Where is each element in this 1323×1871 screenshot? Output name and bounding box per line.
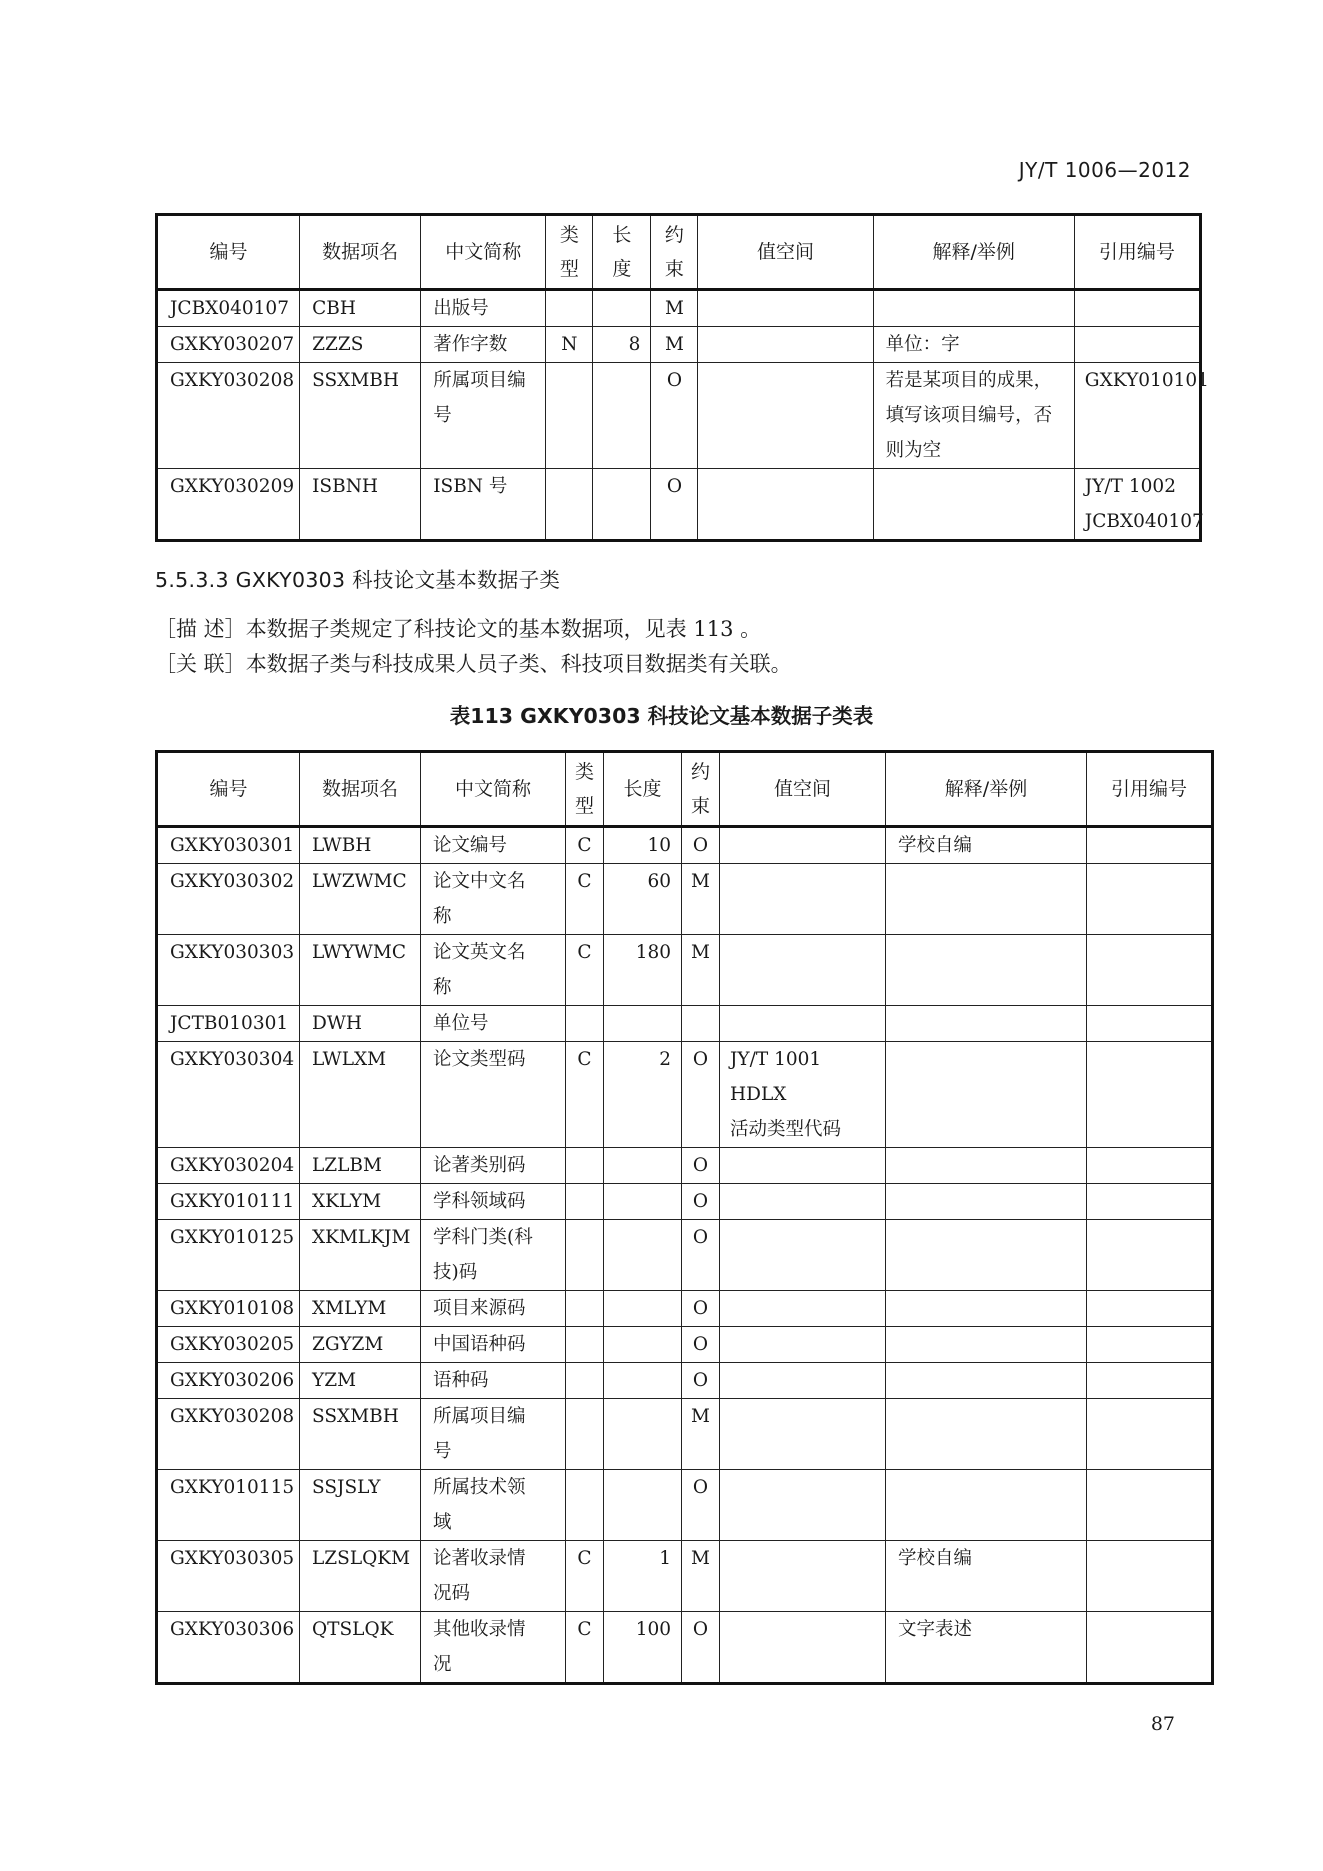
table-row — [157, 1042, 1213, 1148]
type-cell — [546, 290, 593, 327]
item-name-cell: LWBH — [300, 827, 421, 864]
value-space-cell — [720, 1541, 886, 1612]
value-space-cell — [698, 469, 873, 541]
item-name-cell: LWZWMC — [300, 864, 421, 935]
explanation-cell — [886, 1470, 1087, 1541]
chinese-name-cell: 论著类别码 — [421, 1148, 566, 1184]
length-cell — [604, 1363, 682, 1399]
table-row — [157, 1291, 1213, 1327]
code-cell: GXKY030208 — [157, 1399, 300, 1470]
code-cell: GXKY030204 — [157, 1148, 300, 1184]
table-1-header-type: 类 型 — [546, 215, 593, 290]
chinese-name-cell: 论文中文名 称 — [421, 864, 566, 935]
reference-cell — [1087, 827, 1213, 864]
relation-label: ［关 联］ — [155, 652, 246, 676]
table-row — [157, 1148, 1213, 1184]
item-name-cell: XKLYM — [300, 1184, 421, 1220]
table-row — [157, 1470, 1213, 1541]
table-2-header-value-space: 值空间 — [720, 752, 886, 827]
explanation-cell — [886, 1042, 1087, 1148]
chinese-name-cell: 论文英文名 称 — [421, 935, 566, 1006]
code-cell: GXKY030206 — [157, 1363, 300, 1399]
constraint-cell: M — [651, 290, 698, 327]
reference-cell — [1087, 1470, 1213, 1541]
value-space-cell — [720, 1363, 886, 1399]
value-space-cell — [698, 363, 873, 469]
item-name-cell: CBH — [300, 290, 421, 327]
table-row — [157, 1612, 1213, 1684]
table-2-body — [157, 827, 1213, 1684]
chinese-name-cell: 所属项目编 号 — [421, 1399, 566, 1470]
reference-cell — [1087, 1006, 1213, 1042]
table-row — [157, 1327, 1213, 1363]
description-paragraph — [155, 613, 761, 643]
reference-cell — [1087, 1399, 1213, 1470]
table-row — [157, 935, 1213, 1006]
code-cell: GXKY030306 — [157, 1612, 300, 1684]
item-name-cell: SSXMBH — [300, 363, 421, 469]
relation-paragraph — [155, 648, 792, 678]
value-space-cell — [720, 864, 886, 935]
table-2-header-row — [157, 752, 1213, 827]
code-cell: GXKY030302 — [157, 864, 300, 935]
value-space-cell — [720, 1470, 886, 1541]
value-space-cell — [720, 1327, 886, 1363]
table-1-header-constraint: 约 束 — [651, 215, 698, 290]
item-name-cell: LZLBM — [300, 1148, 421, 1184]
chinese-name-cell: 论文编号 — [421, 827, 566, 864]
table-1-header-row — [157, 215, 1201, 290]
type-cell: C — [566, 1541, 604, 1612]
table-row — [157, 1363, 1213, 1399]
relation-text: 本数据子类与科技成果人员子类、科技项目数据类有关联。 — [245, 652, 792, 676]
reference-cell — [1087, 1327, 1213, 1363]
value-space-cell — [698, 327, 873, 363]
constraint-cell: O — [682, 1470, 720, 1541]
item-name-cell: QTSLQK — [300, 1612, 421, 1684]
item-name-cell: SSJSLY — [300, 1470, 421, 1541]
data-table-1 — [155, 213, 1209, 542]
chinese-name-cell: 学科门类(科 技)码 — [421, 1220, 566, 1291]
explanation-cell: 若是某项目的成果， 填写该项目编号，否 则为空 — [873, 363, 1074, 469]
item-name-cell: LWLXM — [300, 1042, 421, 1148]
table-1-header-code: 编号 — [157, 215, 300, 290]
reference-cell — [1087, 1184, 1213, 1220]
code-cell: GXKY030301 — [157, 827, 300, 864]
code-cell: JCBX040107 — [157, 290, 300, 327]
explanation-cell — [886, 1220, 1087, 1291]
reference-cell — [1074, 327, 1200, 363]
chinese-name-cell: 论文类型码 — [421, 1042, 566, 1148]
chinese-name-cell: 论著收录情 况码 — [421, 1541, 566, 1612]
constraint-cell: O — [682, 1612, 720, 1684]
type-cell — [566, 1184, 604, 1220]
reference-cell — [1087, 935, 1213, 1006]
table-2-header-item-name: 数据项名 — [300, 752, 421, 827]
code-cell: GXKY030208 — [157, 363, 300, 469]
code-cell: GXKY010108 — [157, 1291, 300, 1327]
type-cell — [566, 1399, 604, 1470]
chinese-name-cell: 单位号 — [421, 1006, 566, 1042]
table-row — [157, 469, 1201, 541]
type-cell — [566, 1220, 604, 1291]
table-row — [157, 1399, 1213, 1470]
length-cell: 1 — [604, 1541, 682, 1612]
value-space-cell — [720, 1291, 886, 1327]
reference-cell: JY/T 1002 JCBX040107 — [1074, 469, 1200, 541]
explanation-cell — [886, 1363, 1087, 1399]
table-row — [157, 1184, 1213, 1220]
item-name-cell: LZSLQKM — [300, 1541, 421, 1612]
description-label: ［描 述］ — [155, 617, 246, 641]
table-1-header-chinese-name: 中文简称 — [421, 215, 546, 290]
explanation-cell — [873, 290, 1074, 327]
value-space-cell — [720, 827, 886, 864]
constraint-cell: O — [682, 1184, 720, 1220]
table-1-header-item-name: 数据项名 — [300, 215, 421, 290]
item-name-cell: DWH — [300, 1006, 421, 1042]
explanation-cell: 文字表述 — [886, 1612, 1087, 1684]
description-text: 本数据子类规定了科技论文的基本数据项，见表 113 。 — [245, 617, 762, 641]
constraint-cell: O — [682, 1291, 720, 1327]
table-row — [157, 827, 1213, 864]
table-row — [157, 1220, 1213, 1291]
code-cell: GXKY030304 — [157, 1042, 300, 1148]
type-cell — [566, 1291, 604, 1327]
type-cell — [566, 1148, 604, 1184]
constraint-cell: O — [651, 363, 698, 469]
length-cell — [593, 363, 651, 469]
code-cell: GXKY030305 — [157, 1541, 300, 1612]
constraint-cell: M — [682, 935, 720, 1006]
constraint-cell: M — [682, 1399, 720, 1470]
chinese-name-cell: 所属技术领 域 — [421, 1470, 566, 1541]
section-heading: 5.5.3.3 GXKY0303 科技论文基本数据子类 — [155, 568, 561, 592]
length-cell: 180 — [604, 935, 682, 1006]
explanation-cell: 学校自编 — [886, 827, 1087, 864]
code-cell: GXKY030303 — [157, 935, 300, 1006]
explanation-cell — [886, 935, 1087, 1006]
reference-cell — [1087, 864, 1213, 935]
table-2-header-length: 长度 — [604, 752, 682, 827]
table-1-body — [157, 290, 1209, 541]
item-name-cell: YZM — [300, 1363, 421, 1399]
explanation-cell — [886, 1006, 1087, 1042]
constraint-cell: M — [682, 864, 720, 935]
chinese-name-cell: ISBN 号 — [421, 469, 546, 541]
value-space-cell — [720, 1006, 886, 1042]
table-1-header-length: 长 度 — [593, 215, 651, 290]
type-cell — [566, 1327, 604, 1363]
length-cell: 8 — [593, 327, 651, 363]
item-name-cell: ZZZS — [300, 327, 421, 363]
code-cell: JCTB010301 — [157, 1006, 300, 1042]
chinese-name-cell: 语种码 — [421, 1363, 566, 1399]
chinese-name-cell: 出版号 — [421, 290, 546, 327]
length-cell: 60 — [604, 864, 682, 935]
table-row — [157, 363, 1201, 469]
table-1-header-explanation: 解释/举例 — [873, 215, 1074, 290]
page-number: 87 — [1150, 1713, 1175, 1735]
table-1-header-value-space: 值空间 — [698, 215, 873, 290]
value-space-cell — [720, 1399, 886, 1470]
length-cell: 2 — [604, 1042, 682, 1148]
item-name-cell: XMLYM — [300, 1291, 421, 1327]
explanation-cell: 学校自编 — [886, 1541, 1087, 1612]
standard-code: JY/T 1006—2012 — [1018, 158, 1191, 182]
length-cell — [604, 1148, 682, 1184]
reference-cell — [1087, 1363, 1213, 1399]
type-cell — [546, 363, 593, 469]
code-cell: GXKY030205 — [157, 1327, 300, 1363]
chinese-name-cell: 中国语种码 — [421, 1327, 566, 1363]
table-2-header-constraint: 约 束 — [682, 752, 720, 827]
value-space-cell — [720, 1184, 886, 1220]
type-cell: C — [566, 827, 604, 864]
length-cell — [604, 1327, 682, 1363]
length-cell — [593, 469, 651, 541]
reference-cell: GXKY010101 — [1074, 363, 1200, 469]
length-cell: 10 — [604, 827, 682, 864]
item-name-cell: ISBNH — [300, 469, 421, 541]
chinese-name-cell: 其他收录情 况 — [421, 1612, 566, 1684]
value-space-cell — [698, 290, 873, 327]
constraint-cell: O — [682, 827, 720, 864]
type-cell — [566, 1006, 604, 1042]
value-space-cell — [720, 1220, 886, 1291]
chinese-name-cell: 项目来源码 — [421, 1291, 566, 1327]
reference-cell — [1087, 1148, 1213, 1184]
length-cell — [593, 290, 651, 327]
reference-cell — [1087, 1291, 1213, 1327]
explanation-cell — [886, 1184, 1087, 1220]
value-space-cell — [720, 1612, 886, 1684]
type-cell: N — [546, 327, 593, 363]
explanation-cell — [873, 469, 1074, 541]
constraint-cell: O — [682, 1327, 720, 1363]
table-row — [157, 327, 1201, 363]
table-2-header-code: 编号 — [157, 752, 300, 827]
code-cell: GXKY010111 — [157, 1184, 300, 1220]
item-name-cell: ZGYZM — [300, 1327, 421, 1363]
explanation-cell — [886, 1148, 1087, 1184]
value-space-cell — [720, 1148, 886, 1184]
reference-cell — [1087, 1042, 1213, 1148]
type-cell — [566, 1363, 604, 1399]
type-cell — [546, 469, 593, 541]
reference-cell — [1087, 1541, 1213, 1612]
explanation-cell — [886, 1291, 1087, 1327]
length-cell — [604, 1006, 682, 1042]
table-row — [157, 1541, 1213, 1612]
type-cell — [566, 1470, 604, 1541]
code-cell: GXKY010125 — [157, 1220, 300, 1291]
item-name-cell: SSXMBH — [300, 1399, 421, 1470]
type-cell: C — [566, 1042, 604, 1148]
constraint-cell: O — [682, 1148, 720, 1184]
length-cell — [604, 1291, 682, 1327]
table-2-header-type: 类 型 — [566, 752, 604, 827]
chinese-name-cell: 所属项目编 号 — [421, 363, 546, 469]
type-cell: C — [566, 1612, 604, 1684]
length-cell — [604, 1399, 682, 1470]
explanation-cell — [886, 1399, 1087, 1470]
table-2-header-chinese-name: 中文简称 — [421, 752, 566, 827]
constraint-cell: M — [682, 1541, 720, 1612]
constraint-cell: O — [651, 469, 698, 541]
type-cell: C — [566, 935, 604, 1006]
reference-cell — [1087, 1612, 1213, 1684]
code-cell: GXKY030209 — [157, 469, 300, 541]
value-space-cell: JY/T 1001 HDLX 活动类型代码 — [720, 1042, 886, 1148]
item-name-cell: LWYWMC — [300, 935, 421, 1006]
reference-cell — [1087, 1220, 1213, 1291]
table-row — [157, 864, 1213, 935]
length-cell — [604, 1470, 682, 1541]
constraint-cell: O — [682, 1363, 720, 1399]
constraint-cell — [682, 1006, 720, 1042]
length-cell — [604, 1220, 682, 1291]
code-cell: GXKY030207 — [157, 327, 300, 363]
constraint-cell: O — [682, 1042, 720, 1148]
table-2-caption: 表113 GXKY0303 科技论文基本数据子类表 — [449, 704, 874, 728]
chinese-name-cell: 学科领域码 — [421, 1184, 566, 1220]
length-cell: 100 — [604, 1612, 682, 1684]
reference-cell — [1074, 290, 1200, 327]
item-name-cell: XKMLKJM — [300, 1220, 421, 1291]
explanation-cell — [886, 864, 1087, 935]
value-space-cell — [720, 935, 886, 1006]
chinese-name-cell: 著作字数 — [421, 327, 546, 363]
constraint-cell: O — [682, 1220, 720, 1291]
table-2-header-reference: 引用编号 — [1087, 752, 1213, 827]
explanation-cell — [886, 1327, 1087, 1363]
table-2-header-explanation: 解释/举例 — [886, 752, 1087, 827]
constraint-cell: M — [651, 327, 698, 363]
table-1-header-reference: 引用编号 — [1074, 215, 1200, 290]
length-cell — [604, 1184, 682, 1220]
table-row — [157, 1006, 1213, 1042]
data-table-2 — [155, 750, 1214, 1685]
type-cell: C — [566, 864, 604, 935]
table-row — [157, 290, 1201, 327]
code-cell: GXKY010115 — [157, 1470, 300, 1541]
explanation-cell: 单位：字 — [873, 327, 1074, 363]
